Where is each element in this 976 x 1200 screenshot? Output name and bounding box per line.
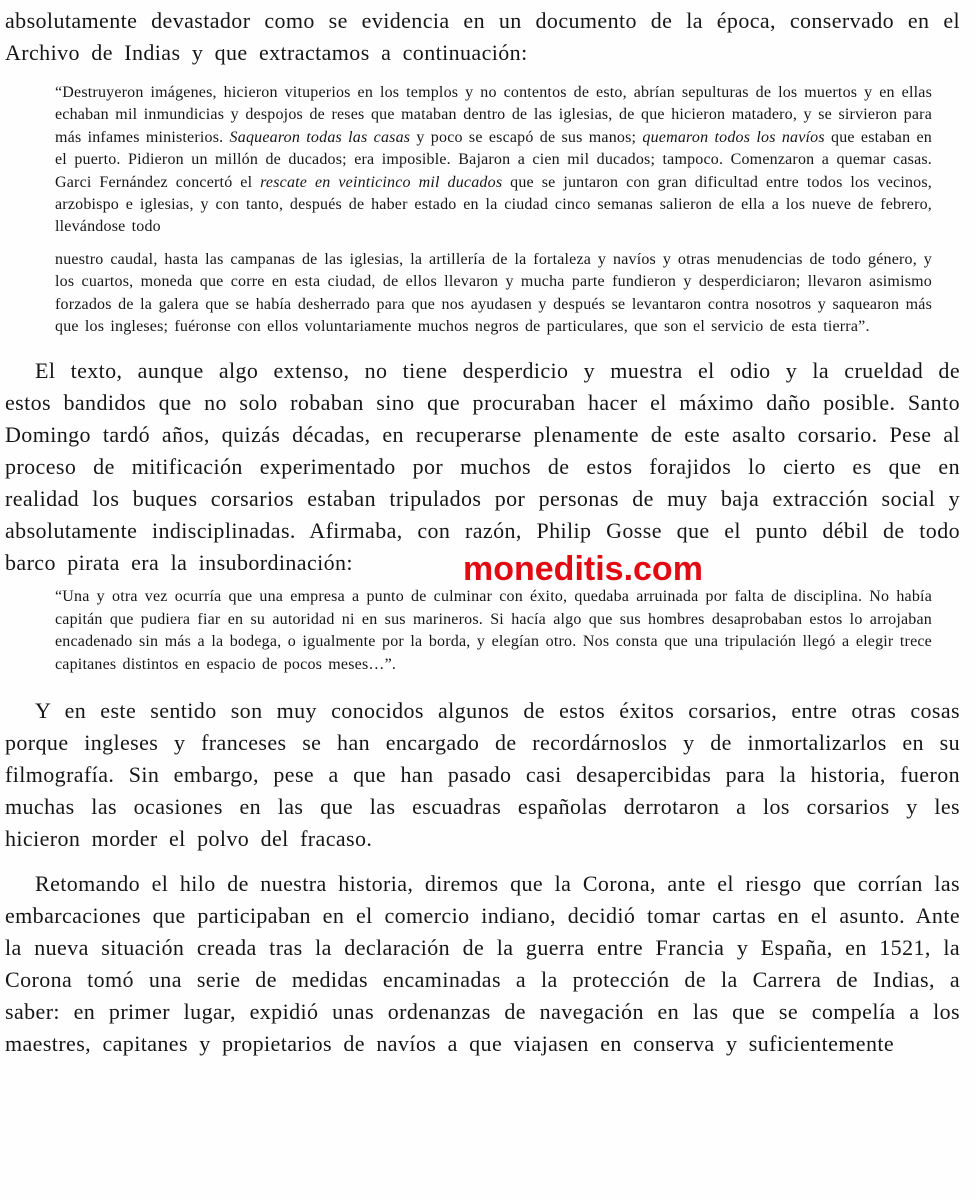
paragraph-exitos-corsarios: Y en este sentido son muy conocidos algunos de estos éxitos corsarios, entre otras cosas porque ingleses y franceses se han encargado de recordárnoslos y de inmortalizarlos en su filmografía. Sin embargo, pese a que han pasado casi desapercibidas para la historia, fueron muchas las ocasiones en las que las escuadras españolas derrotaron a los corsarios y les hicieron morder el polvo del fracaso. [5,698,960,852]
quote-segment: “Destruyeron imágenes, hicieron vituperios en los templos y no contentos de esto, abrían sepulturas de los muertos y en ellas echaban mil inmundicias y despojos de reses que mataban dentro de las iglesias, de que hicieron matadero, y se sirvieron para más infames ministerios. [55,84,932,146]
blockquote-archivo-indias-part2: nuestro caudal, hasta las campanas de las iglesias, la artillería de la fortaleza y navíos y otras menudencias de todo género, y los cuartos, moneda que corre en esta ciudad, de ellos llevaron y mucha parte fundieron y desperdiciaron; llevaron asimismo forzados de la galera que se había desherrado para que nos ayudasen y después se levantaron contra nosotros y saquearon más que los ingleses; fuéronse con ellos voluntariamente muchos negros de particulares, que son el servicio de esta tierra”. [55,250,932,336]
blockquote-philip-gosse: “Una y otra vez ocurría que una empresa a punto de culminar con éxito, quedaba arruinada por falta de disciplina. No había capitán que pudiera fiar en su autoridad ni en sus marineros. Si hacía algo que sus hombres desaprobaban estos lo arrojaban encadenado sin más a la bodega, o igualmente por la borda, y elegían otro. Nos consta que una tripulación llegó a elegir trece capitanes distintos en espacio de pocos meses…”. [55,588,932,673]
italic-phrase-quemaron: quemaron todos los navíos [642,128,825,146]
italic-phrase-saquearon: Saquearon todas las casas [229,128,411,146]
paragraph-text: El texto, aunque algo extenso, no tiene desperdicio y muestra el odio y la crueldad de estos bandidos que no solo robaban sino que procuraban hacer el máximo daño posible. Santo Domingo tardó años, quizás décadas, en recuperarse plenamente de este asalto corsario. Pese al proceso de mitificación experimentado por muchos de estos forajidos lo cierto es que en realidad los buques corsarios estaban tripulados por personas de muy baja extracción social y absolutamente indisciplinadas. Afirmaba, con razón, Philip Gosse que el punto débil de todo barco pirata era la insubordinación: [5,358,960,576]
paragraph-retomando: Retomando el hilo de nuestra historia, diremos que la Corona, ante el riesgo que corrían las embarcaciones que participaban en el comercio indiano, decidió tomar cartas en el asunto. Ante la nueva situación creada tras la declaración de la guerra entre Francia y España, en 1521, la Corona tomó una serie de medidas encaminadas a la protección de la Carrera de Indias, a saber: en primer lugar, expidió unas ordenanzas de navegación en las que se compelía a los maestres, capitanes y propietarios de navíos a que viajasen en conserva y suficientemente [5,871,960,1057]
quote-segment: que estaban en el puerto. Pidieron un millón de ducados; era imposible. Bajaron a cien mil ducados; tampoco. Comenzaron a quemar casas. Garci Fernández concertó el [55,128,932,191]
quote-segment: que se juntaron con gran dificultad entre todos los vecinos, arzobispo e iglesias, y con tanto, después de haber estado en la ciudad cinco semanas salieron de ella a los nueve de febrero, llevándose todo [55,173,932,236]
moneditis-watermark: moneditis.com [463,550,703,589]
paragraph-continuation: absolutamente devastador como se evidencia en un documento de la época, conservado en el Archivo de Indias y que extractamos a continuación: [5,8,960,65]
paragraph-el-texto [5,355,960,589]
blockquote-archivo-indias-part1 [55,82,932,239]
quote-segment: y poco se escapó de sus manos; [410,128,643,146]
italic-phrase-rescate: rescate en veinticinco mil ducados [260,173,503,191]
